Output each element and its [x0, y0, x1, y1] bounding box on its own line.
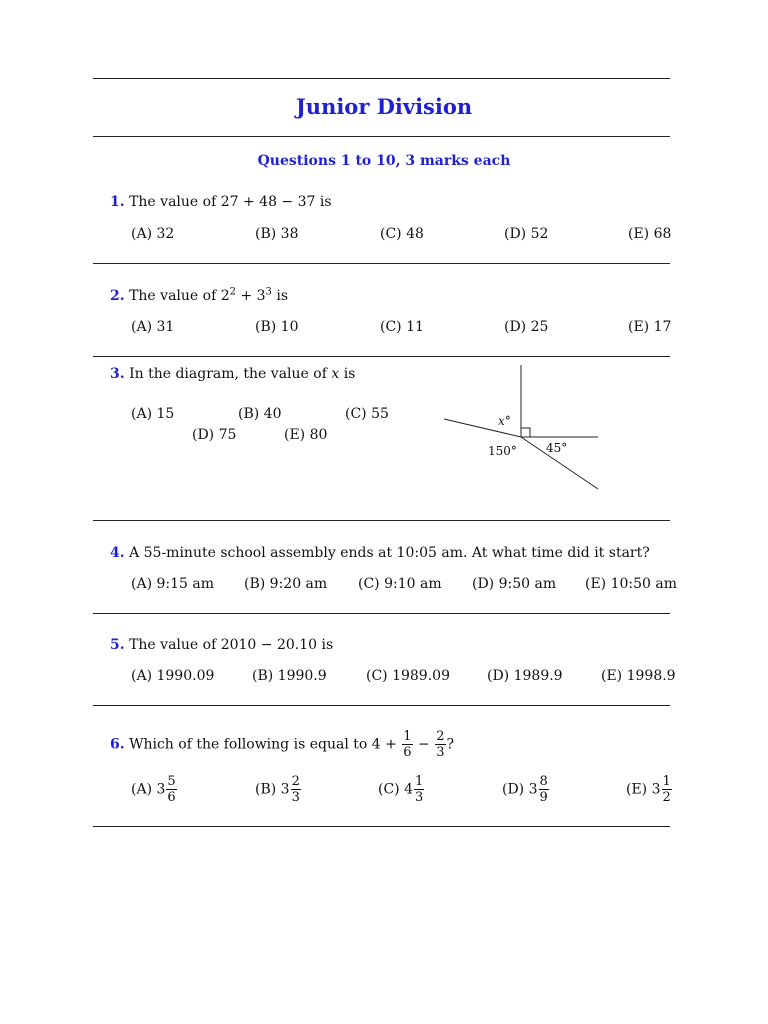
question-text-part: + 3 [236, 288, 266, 304]
option-a: (A) 31 [131, 319, 175, 335]
option-e: (E) 68 [628, 226, 672, 242]
question-number: 1. [110, 194, 125, 210]
question-3 [110, 366, 355, 382]
section-subtitle: Questions 1 to 10, 3 marks each [257, 153, 511, 169]
option-b: (B) 3 $\frac{2}{3}$ [255, 774, 300, 805]
angle-diagram [440, 362, 610, 497]
question-number: 4. [110, 545, 125, 561]
question-text-part: is [271, 288, 289, 304]
question-2 [110, 288, 288, 304]
bottom-rule [93, 826, 670, 827]
angle-label-150: 150° [488, 444, 517, 458]
option-e: (E) 17 [628, 319, 672, 335]
question-number: 3. [110, 366, 125, 382]
divider [93, 356, 670, 357]
angle-label-45: 45° [546, 441, 568, 455]
question-1 [110, 194, 332, 210]
question-6 [110, 729, 454, 760]
option-c: (C) 9:10 am [358, 576, 442, 592]
option-a: (A) 9:15 am [131, 576, 214, 592]
option-d: (D) 3 $\frac{8}{9}$ [502, 774, 548, 805]
option-a: (A) 1990.09 [131, 668, 215, 684]
option-e: (E) 80 [284, 427, 328, 443]
option-b: (B) 1990.9 [252, 668, 327, 684]
question-5 [110, 637, 333, 653]
option-c: (C) 55 [345, 406, 389, 422]
question-number: 2. [110, 288, 125, 304]
exponent: 3 [265, 286, 272, 298]
option-e: (E) 3 $\frac{1}{2}$ [626, 774, 671, 805]
option-b: (B) 38 [255, 226, 299, 242]
question-text: The value of 2010 − 20.10 is [129, 637, 334, 653]
option-a: (A) 32 [131, 226, 175, 242]
question-text-part: The value of 2 [129, 288, 230, 304]
right-angle-marker [521, 428, 530, 437]
question-text: A 55-minute school assembly ends at 10:05 am. At what time did it start? [129, 545, 650, 561]
option-d: (D) 52 [504, 226, 549, 242]
option-c: (C) 11 [380, 319, 424, 335]
minus-sign: − [418, 736, 430, 753]
option-d: (D) 1989.9 [487, 668, 563, 684]
option-e: (E) 10:50 am [585, 576, 678, 592]
question-text-part: Which of the following is equal to 4 + [129, 736, 397, 753]
question-number: 6. [110, 736, 125, 753]
fraction: $\frac{2}{3}$ [436, 729, 445, 760]
divider [93, 613, 670, 614]
option-a: (A) 3 $\frac{5}{6}$ [131, 774, 176, 805]
option-c: (C) 4 $\frac{1}{3}$ [378, 774, 424, 805]
title-rule [93, 136, 670, 137]
page-title: Junior Division [295, 94, 473, 119]
question-text: The value of 27 + 48 − 37 is [129, 194, 332, 210]
option-b: (B) 10 [255, 319, 299, 335]
question-mark: ? [446, 736, 455, 753]
top-rule [93, 78, 670, 79]
angle-label-x: x° [498, 414, 511, 428]
question-number: 5. [110, 637, 125, 653]
option-d: (D) 9:50 am [472, 576, 557, 592]
fraction: $\frac{1}{6}$ [403, 729, 412, 760]
question-text-part: is [339, 366, 356, 382]
option-a: (A) 15 [131, 406, 175, 422]
variable: x [331, 366, 340, 382]
question-text-part: In the diagram, the value of [129, 366, 332, 382]
exponent: 2 [229, 286, 236, 298]
option-b: (B) 9:20 am [244, 576, 328, 592]
option-c: (C) 1989.09 [366, 668, 450, 684]
divider [93, 263, 670, 264]
divider [93, 705, 670, 706]
option-d: (D) 25 [504, 319, 549, 335]
option-e: (E) 1998.9 [601, 668, 676, 684]
option-b: (B) 40 [238, 406, 282, 422]
option-d: (D) 75 [192, 427, 237, 443]
divider [93, 520, 670, 521]
question-4 [110, 545, 650, 561]
option-c: (C) 48 [380, 226, 424, 242]
